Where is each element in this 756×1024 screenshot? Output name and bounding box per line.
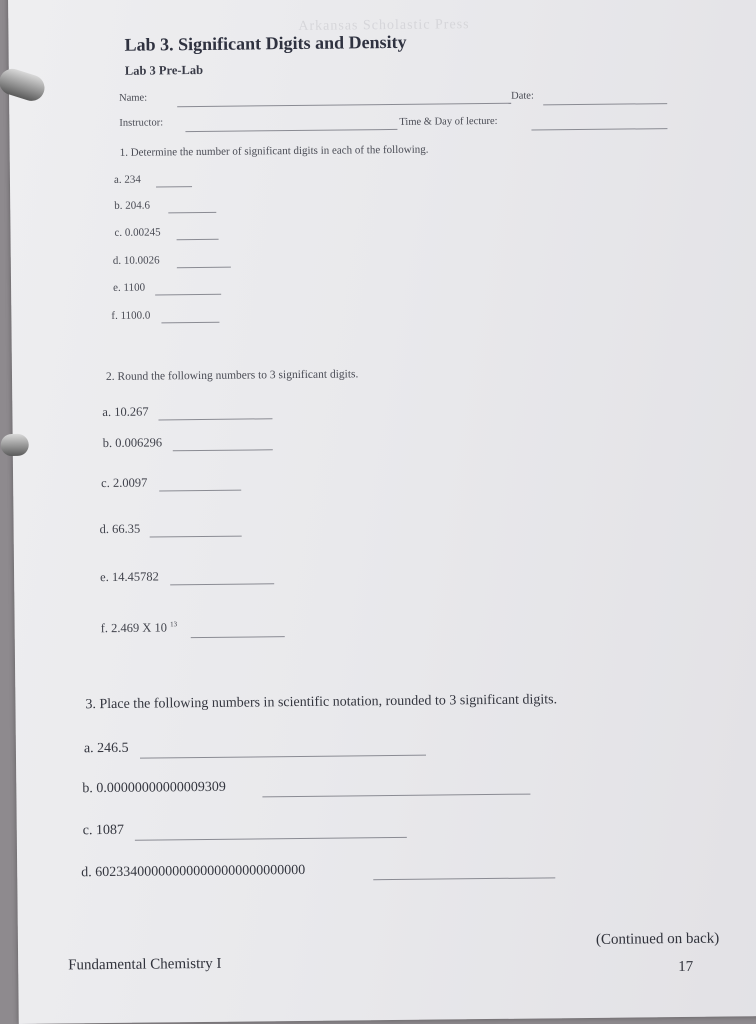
- watermark: Arkansas Scholastic Press: [298, 17, 470, 34]
- q3-item-d: d. 602334000000000000000000000000: [81, 862, 306, 881]
- q2-item-b: b. 0.006296: [102, 435, 163, 451]
- q1-item-a: a. 234: [113, 173, 141, 186]
- instructor-label: Instructor:: [119, 117, 164, 129]
- q1-item-d: d. 10.0026: [112, 254, 160, 267]
- q2-answer-a[interactable]: [158, 418, 272, 420]
- date-field[interactable]: [543, 103, 667, 105]
- q3-answer-c[interactable]: [135, 837, 407, 841]
- name-field[interactable]: [177, 103, 511, 107]
- q2-answer-c[interactable]: [159, 490, 241, 492]
- continued-note: (Continued on back): [595, 930, 720, 948]
- q2-item-a: a. 10.267: [102, 404, 149, 420]
- q3-item-a: a. 246.5: [83, 740, 129, 757]
- q2-item-f-exponent: 13: [170, 620, 178, 629]
- q3-answer-a[interactable]: [140, 755, 426, 759]
- binder-ring-icon: [1, 434, 29, 456]
- q1-answer-c[interactable]: [177, 239, 219, 240]
- q3-answer-b[interactable]: [262, 794, 530, 798]
- q1-item-e: e. 1100: [113, 281, 146, 294]
- q2-answer-e[interactable]: [170, 583, 274, 585]
- q3-item-c: c. 1087: [82, 822, 125, 839]
- page-subtitle: Lab 3 Pre-Lab: [124, 62, 204, 78]
- instructor-field[interactable]: [185, 129, 397, 132]
- q3-answer-d[interactable]: [373, 877, 555, 880]
- time-label: Time & Day of lecture:: [399, 115, 498, 128]
- name-label: Name:: [119, 92, 148, 104]
- question-1-prompt: 1. Determine the number of significant digits in each of the following.: [119, 143, 429, 159]
- worksheet-page: [8, 0, 756, 1024]
- q1-item-b: b. 204.6: [114, 199, 151, 212]
- q1-answer-d[interactable]: [177, 267, 231, 269]
- q2-item-e: e. 14.45782: [100, 569, 159, 585]
- q1-answer-f[interactable]: [161, 322, 219, 324]
- question-3-prompt: 3. Place the following numbers in scientific notation, rounded to 3 significant digits.: [85, 692, 558, 713]
- q2-answer-d[interactable]: [150, 536, 242, 538]
- q2-answer-b[interactable]: [173, 449, 273, 451]
- q2-item-f-base: f. 2.469 X 10: [100, 620, 168, 636]
- q1-item-c: c. 0.00245: [114, 226, 161, 239]
- time-field[interactable]: [531, 128, 667, 130]
- q2-item-d: d. 66.35: [99, 521, 141, 537]
- q1-item-f: f. 1100.0: [111, 309, 151, 322]
- date-label: Date:: [511, 90, 534, 102]
- question-2-prompt: 2. Round the following numbers to 3 significant digits.: [105, 368, 359, 383]
- q1-answer-a[interactable]: [156, 186, 192, 187]
- q1-answer-b[interactable]: [168, 212, 216, 214]
- q2-item-c: c. 2.0097: [101, 475, 148, 491]
- q2-item-f: [101, 620, 178, 636]
- binder-ring-icon: [0, 66, 48, 105]
- course-name: Fundamental Chemistry I: [68, 955, 222, 974]
- q1-answer-e[interactable]: [155, 294, 221, 296]
- page-number: 17: [678, 958, 694, 976]
- q3-item-b: b. 0.00000000000009309: [82, 779, 226, 797]
- page-title: Lab 3. Significant Digits and Density: [124, 31, 407, 55]
- q2-answer-f[interactable]: [191, 636, 285, 638]
